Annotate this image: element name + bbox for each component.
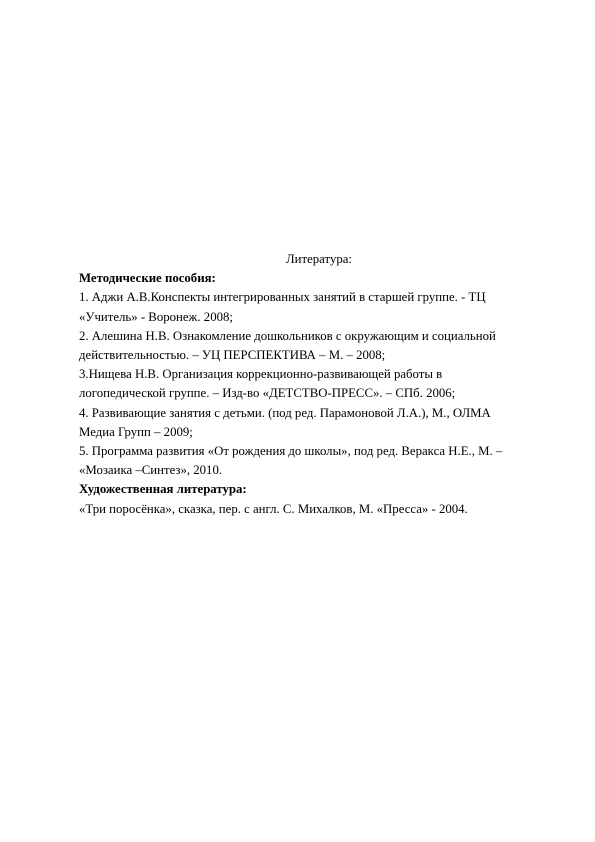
reference-line: «Мозаика –Синтез», 2010. bbox=[79, 463, 223, 478]
reference-line: Медиа Групп – 2009; bbox=[79, 424, 193, 439]
section-heading-methodical: Методические пособия: bbox=[79, 271, 216, 286]
reference-line: логопедической группе. – Изд-во «ДЕТСТВО-ПРЕСС». – СПб. 2006; bbox=[79, 386, 456, 401]
reference-line: «Три поросёнка», сказка, пер. с англ. С. Михалков, М. «Пресса» - 2004. bbox=[79, 501, 468, 516]
reference-line: 4. Развивающие занятия с детьми. (под ред. Парамоновой Л.А.), М., ОЛМА bbox=[79, 405, 491, 420]
reference-line: «Учитель» - Воронеж. 2008; bbox=[79, 309, 233, 324]
section-heading-fiction: Художественная литература: bbox=[79, 482, 247, 497]
reference-line: действительностью. – УЦ ПЕРСПЕКТИВА – М. – 2008; bbox=[79, 348, 386, 363]
page-title: Литература: bbox=[285, 252, 352, 266]
reference-line: 2. Алешина Н.В. Ознакомление дошкольников с окружающим и социальной bbox=[79, 328, 496, 343]
reference-line: 5. Программа развития «От рождения до школы», под ред. Веракса Н.Е., М. – bbox=[79, 444, 503, 459]
reference-line: 1. Аджи А.В.Конспекты интегрированных занятий в старшей группе. - ТЦ bbox=[79, 290, 486, 305]
literature-list bbox=[79, 250, 549, 519]
reference-line: 3.Нищева Н.В. Организация коррекционно-развивающей работы в bbox=[79, 367, 443, 382]
